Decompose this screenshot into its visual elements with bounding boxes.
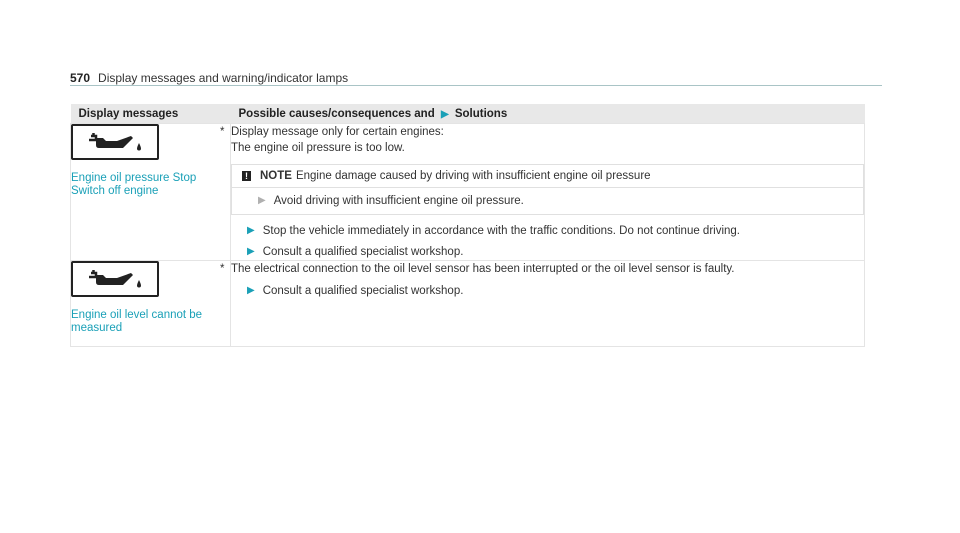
column-header-causes-text: Possible causes/consequences and [238,107,435,120]
cause-text [220,124,864,156]
table-row [71,124,865,261]
engine-oil-icon [71,124,159,160]
arrow-right-icon: ▶ [247,225,255,236]
note-text: Engine damage caused by driving with insufficient engine oil pressure [295,170,651,182]
solution-text: Consult a qualified specialist workshop. [262,285,464,297]
cause-line: The electrical connection to the oil level sensor has been interrupted or the oil level sensor is faulty. [231,263,735,275]
solution-text: Stop the vehicle immediately in accordance with the traffic conditions. Do not continue driving. [262,225,740,237]
cause-text [220,261,864,277]
solution-item [247,283,864,299]
warning-icon: ! [242,171,251,181]
page-number: 570 [70,71,91,85]
display-message-text [71,309,230,335]
table-row [71,261,865,347]
table-header-row [71,104,865,124]
message-cell [71,124,231,261]
solution-text: Consult a qualified specialist workshop. [262,246,464,258]
display-message-text [71,172,230,198]
message-cell [71,261,231,347]
message-line: measured [71,322,123,334]
engine-oil-icon [71,261,159,297]
page-header [70,71,882,86]
solution-item [247,223,864,239]
page-title: Display messages and warning/indicator lamps [98,71,349,85]
arrow-right-icon: ▶ [258,195,266,206]
arrow-right-icon: ▶ [247,246,255,257]
note-solution-text: Avoid driving with insufficient engine oil pressure. [273,195,524,207]
arrow-right-icon: ▶ [440,108,449,120]
footnote-star: * [220,263,225,275]
cause-line: The engine oil pressure is too low. [231,142,405,154]
display-messages-table [70,104,865,347]
causes-cell [220,261,865,347]
message-line: Engine oil pressure Stop [71,172,197,184]
arrow-right-icon: ▶ [247,285,255,296]
column-header-display-messages: Display messages [71,104,231,124]
footnote-star: * [220,126,225,138]
column-header-solutions-text: Solutions [454,107,508,120]
note-box [231,164,864,215]
solution-item [247,244,864,260]
note-label: NOTE [260,170,292,182]
column-header-causes [231,104,865,124]
note-solution [232,188,863,214]
message-line: Engine oil level cannot be [71,309,203,321]
note-header [232,165,863,188]
causes-cell [220,124,865,261]
message-line: Switch off engine [71,185,159,197]
cause-line: Display message only for certain engines: [231,126,444,138]
